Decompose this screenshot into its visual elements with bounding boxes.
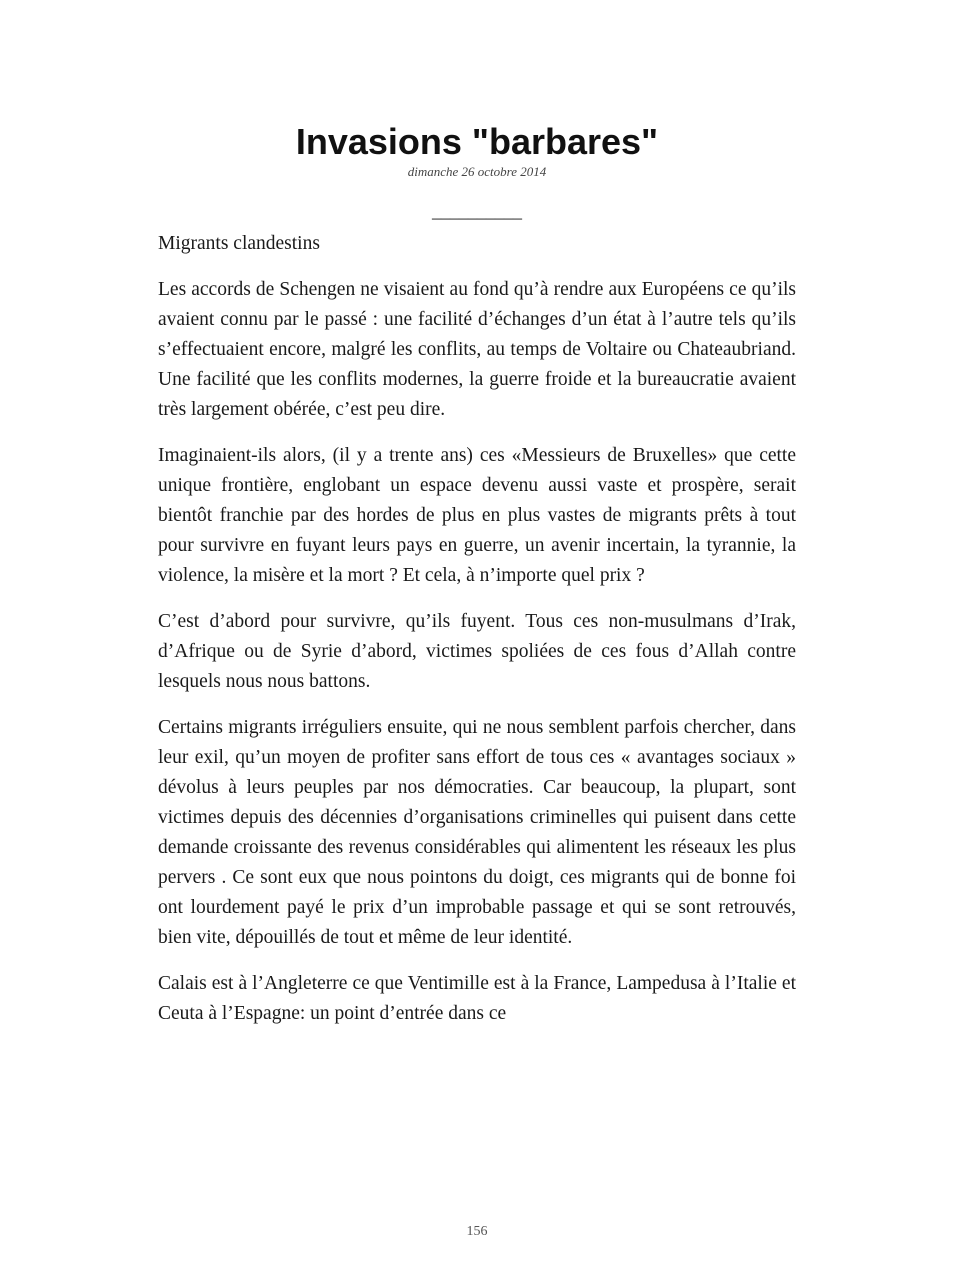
page-title: Invasions "barbares" <box>295 121 659 162</box>
paragraph: C’est d’abord pour survivre, qu’ils fuyent. Tous ces non-musulmans d’Irak, d’Afrique ou de Syrie d’abord, victimes spoliées de ces fous d’Allah contre lesquels nous nous battons. <box>158 611 796 692</box>
article-body <box>158 229 796 1045</box>
paragraph: Certains migrants irréguliers ensuite, qui ne nous semblent parfois chercher, dans leur exil, qu’un moyen de profiter sans effort de tous ces « avantages sociaux » dévolus à leurs peuples par nos démocraties. Car beaucoup, la plupart, sont victimes depuis des décennies d’organisations criminelles qui puisent dans cette demande croissante des revenus considérables qui alimentent les réseaux les plus pervers . Ce sont eux que nous pointons du doigt, ces migrants qui de bonne foi ont lourdement payé le prix d’un improbable passage et qui se sont retrouvés, bien vite, dépouillés de tout et même de leur identité. <box>158 717 796 948</box>
paragraph: Les accords de Schengen ne visaient au fond qu’à rendre aux Européens ce qu’ils avaient connu par le passé : une facilité d’échanges d’un état à l’autre tels qu’ils s’effectuaient encore, malgré les conflits, au temps de Voltaire ou Chateaubriand. Une facilité que les conflits modernes, la guerre froide et la bureaucratie avaient très largement obérée, c’est peu dire. <box>158 279 796 420</box>
publication-date: dimanche 26 octobre 2014 <box>407 164 547 179</box>
page-number: 156 <box>466 1224 488 1239</box>
article-subtitle: Migrants clandestins <box>158 233 320 254</box>
separator-line: __________ <box>432 201 522 221</box>
paragraph: Imaginaient-ils alors, (il y a trente ans) ces «Messieurs de Bruxelles» que cette unique frontière, englobant un espace devenu aussi vaste et prospère, serait bientôt franchie par des hordes de plus en plus vastes de migrants prêts à tout pour survivre en fuyant leurs pays en guerre, un avenir incertain, la tyrannie, la violence, la misère et la mort ? Et cela, à n’importe quel prix ? <box>158 445 796 586</box>
paragraph: Calais est à l’Angleterre ce que Ventimille est à la France, Lampedusa à l’Italie et Ceuta à l’Espagne: un point d’entrée dans ce <box>158 973 796 1024</box>
